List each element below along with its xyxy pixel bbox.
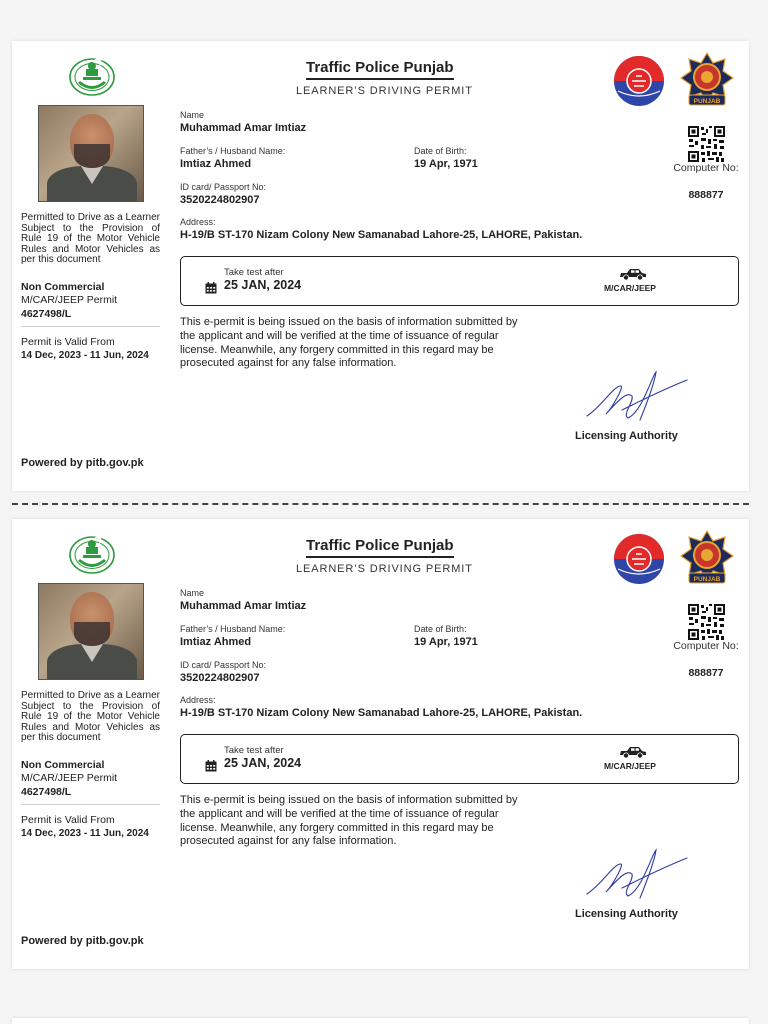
powered-by-link[interactable]: Powered by pitb.gov.pk [21,457,144,469]
permit-category: Non Commercial [21,759,105,771]
dob-label: Date of Birth: [414,624,467,634]
test-date-box [180,256,739,306]
page-subtitle: LEARNER’S DRIVING PERMIT [296,563,473,575]
permitted-note: Permitted to Drive as a Learner Subject to the Provision of Rule 19 of the Motor Vehicle Rules and Motor Vehicles as per this document [21,212,160,265]
vehicle-class: M/CAR/JEEP [604,761,656,771]
name-label: Name [180,110,205,120]
svg-text:PUNJAB: PUNJAB [693,98,721,105]
vehicle-class: M/CAR/JEEP [604,283,656,293]
permitted-note: Permitted to Drive as a Learner Subject to the Provision of Rule 19 of the Motor Vehicle Rules and Motor Vehicles as per this document [21,690,160,743]
father-name-value: Imtiaz Ahmed [180,158,252,170]
father-name-label: Father’s / Husband Name: [180,146,286,156]
id-card-value: 3520224802907 [180,672,260,684]
father-name-label: Father’s / Husband Name: [180,624,286,634]
permit-number: 4627498/L [21,786,72,798]
qr-code-icon[interactable] [687,603,726,641]
signature-image [582,844,692,904]
test-date-box [180,734,739,784]
car-icon [618,267,648,281]
dob-value: 19 Apr, 1971 [414,636,478,648]
left-divider [21,804,160,805]
valid-label: Permit is Valid From [21,336,115,348]
learner-permit-card [12,519,749,969]
page-subtitle: LEARNER’S DRIVING PERMIT [296,85,473,97]
traffic-police-roundel-icon [612,533,666,585]
permit-category: Non Commercial [21,281,105,293]
applicant-photo [38,583,144,680]
calendar-icon [205,760,217,772]
valid-dates: 14 Dec, 2023 - 11 Jun, 2024 [21,828,149,839]
dob-label: Date of Birth: [414,146,467,156]
city-traffic-police-star-icon [680,51,734,109]
id-card-label: ID card/ Passport No: [180,660,267,670]
address-label: Address: [180,217,216,227]
qr-code-icon[interactable] [687,125,726,163]
signature-image [582,366,692,426]
computer-no-label: Computer No: [673,640,739,652]
name-value: Muhammad Amar Imtiaz [180,600,307,612]
permit-notice: This e-permit is being issued on the basis of information submitted by the applicant and will be verified at the time of issuance of regular license. Meanwhile, any forgery committed in this regard may be prosecuted against for any false information. [180,316,518,370]
powered-by-link[interactable]: Powered by pitb.gov.pk [21,935,144,947]
father-name-value: Imtiaz Ahmed [180,636,252,648]
test-date-value: 25 JAN, 2024 [224,278,302,292]
punjab-govt-emblem-icon [68,535,116,575]
licensing-authority: Licensing Authority [575,908,678,920]
car-icon [618,745,648,759]
id-card-label: ID card/ Passport No: [180,182,267,192]
computer-no-label: Computer No: [673,162,739,174]
computer-no-value: 888877 [688,189,724,201]
permit-number: 4627498/L [21,308,72,320]
next-page-edge [12,1018,749,1024]
address-label: Address: [180,695,216,705]
permit-category-sub: M/CAR/JEEP Permit [21,294,118,306]
valid-dates: 14 Dec, 2023 - 11 Jun, 2024 [21,350,149,361]
svg-text:PUNJAB: PUNJAB [693,576,721,583]
id-card-value: 3520224802907 [180,194,260,206]
computer-no-value: 888877 [688,667,724,679]
licensing-authority: Licensing Authority [575,430,678,442]
learner-permit-card [12,41,749,491]
test-date-value: 25 JAN, 2024 [224,756,302,770]
address-value: H-19/B ST-170 Nizam Colony New Samanabad Lahore-25, LAHORE, Pakistan. [180,707,583,719]
traffic-police-roundel-icon [612,55,666,107]
calendar-icon [205,282,217,294]
applicant-photo [38,105,144,202]
valid-label: Permit is Valid From [21,814,115,826]
test-after-label: Take test after [224,267,284,278]
address-value: H-19/B ST-170 Nizam Colony New Samanabad Lahore-25, LAHORE, Pakistan. [180,229,583,241]
permit-notice: This e-permit is being issued on the basis of information submitted by the applicant and will be verified at the time of issuance of regular license. Meanwhile, any forgery committed in this regard may be prosecuted against for any false information. [180,794,518,848]
name-label: Name [180,588,205,598]
page-title: Traffic Police Punjab [306,59,454,80]
punjab-govt-emblem-icon [68,57,116,97]
dob-value: 19 Apr, 1971 [414,158,478,170]
cut-line-divider [12,503,749,505]
left-divider [21,326,160,327]
test-after-label: Take test after [224,745,284,756]
page-title: Traffic Police Punjab [306,537,454,558]
city-traffic-police-star-icon [680,529,734,587]
permit-category-sub: M/CAR/JEEP Permit [21,772,118,784]
name-value: Muhammad Amar Imtiaz [180,122,307,134]
